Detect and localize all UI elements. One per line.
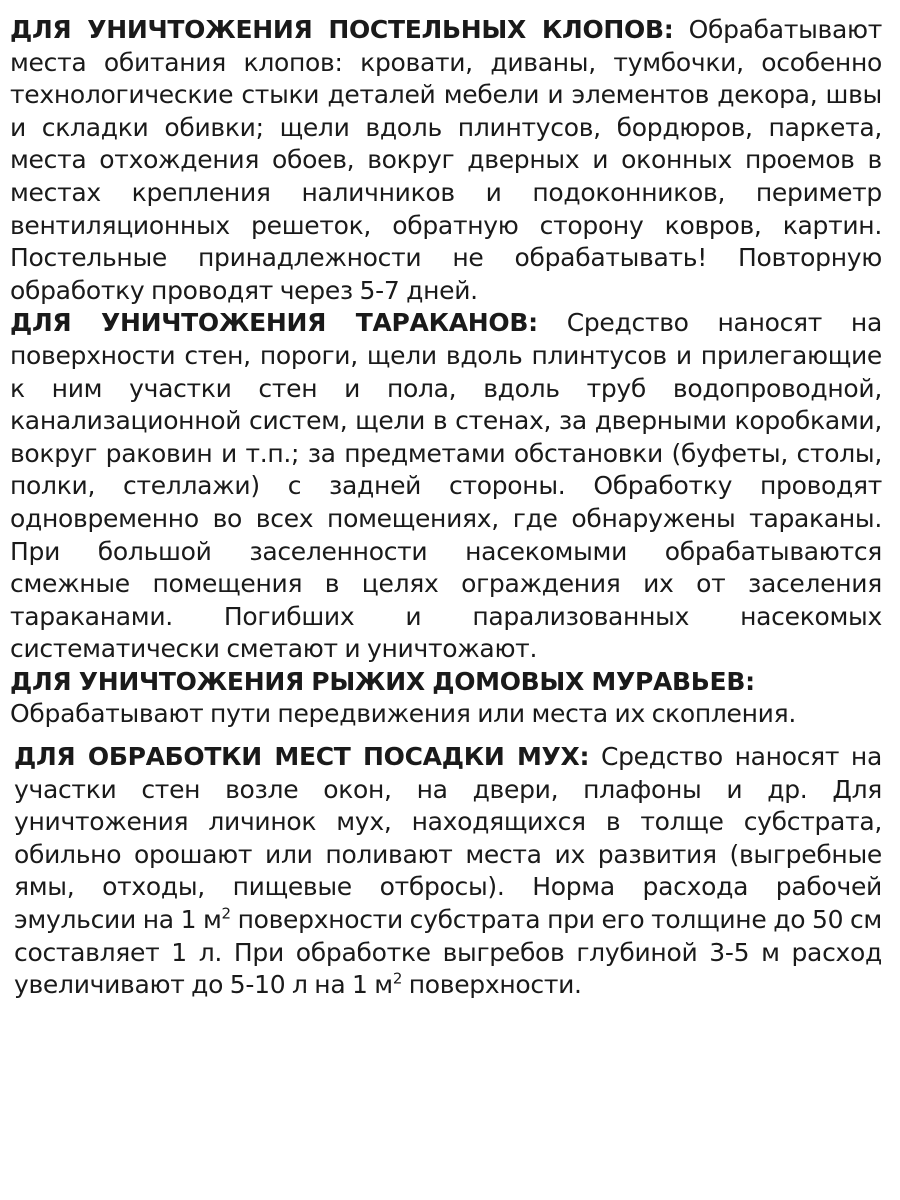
superscript-square-2: 2 [392,969,403,988]
instructions-document [10,14,882,1002]
section-cockroaches-heading: ДЛЯ УНИЧТОЖЕНИЯ ТАРАКАНОВ: [10,308,538,338]
section-ants [10,666,882,731]
section-flies-body-part2: поверхности субстрата при его толщине до 50 см составляет 1 л. При обработке выгребов глубиной 3-5 м расход увеличивают до 5-10 л на 1 м [14,905,882,1000]
section-flies-body-part3: поверхности. [402,970,582,1000]
section-cockroaches-body: Средство наносят на поверхности стен, пороги, щели вдоль плинтусов и прилегающие к ним участки стен и пола, вдоль труб водопроводной, канализационной систем, щели в стенах, за дверными коробками, вокруг раковин и т.п.; за предметами обстановки (буфеты, столы, полки, стеллажи) с задней стороны. Обработку проводят одновременно во всех помещениях, где обнаружены тараканы. При большой заселенности насекомыми обрабатываются смежные помещения в целях ограждения их от заселения тараканами. Погибших и парализованных насекомых систематически сметают и уничтожают. [10,308,882,664]
superscript-square-1: 2 [221,904,231,923]
section-flies [10,741,882,1002]
section-flies-body-part1: Средство наносят на участки стен возле окон, на двери, плафоны и др. Для уничтожения личинок мух, находящихся в толще субстрата, обильно орошают или поливают места их развития (выгребные ямы, отходы, пищевые отбросы). Норма расхода рабочей эмульсии на 1 м [14,742,882,935]
section-bedbugs [10,14,882,307]
section-ants-body: Обрабатывают пути передвижения или места их скопления. [10,699,797,729]
section-cockroaches [10,307,882,666]
section-ants-heading: ДЛЯ УНИЧТОЖЕНИЯ РЫЖИХ ДОМОВЫХ МУРАВЬЕВ: [10,666,755,696]
section-bedbugs-body: Обрабатывают места обитания клопов: кровати, диваны, тумбочки, особенно технологические стыки деталей мебели и элементов декора, швы и складки обивки; щели вдоль плинтусов, бордюров, паркета, места отхождения обоев, вокруг дверных и оконных проемов в местах крепления наличников и подоконников, периметр вентиляционных решеток, обратную сторону ковров, картин. Постельные принадлежности не обрабатывать! Повторную обработку проводят через 5-7 дней. [10,15,882,305]
section-bedbugs-heading: ДЛЯ УНИЧТОЖЕНИЯ ПОСТЕЛЬНЫХ КЛОПОВ: [10,15,674,44]
section-flies-heading: ДЛЯ ОБРАБОТКИ МЕСТ ПОСАДКИ МУХ: [14,742,590,772]
